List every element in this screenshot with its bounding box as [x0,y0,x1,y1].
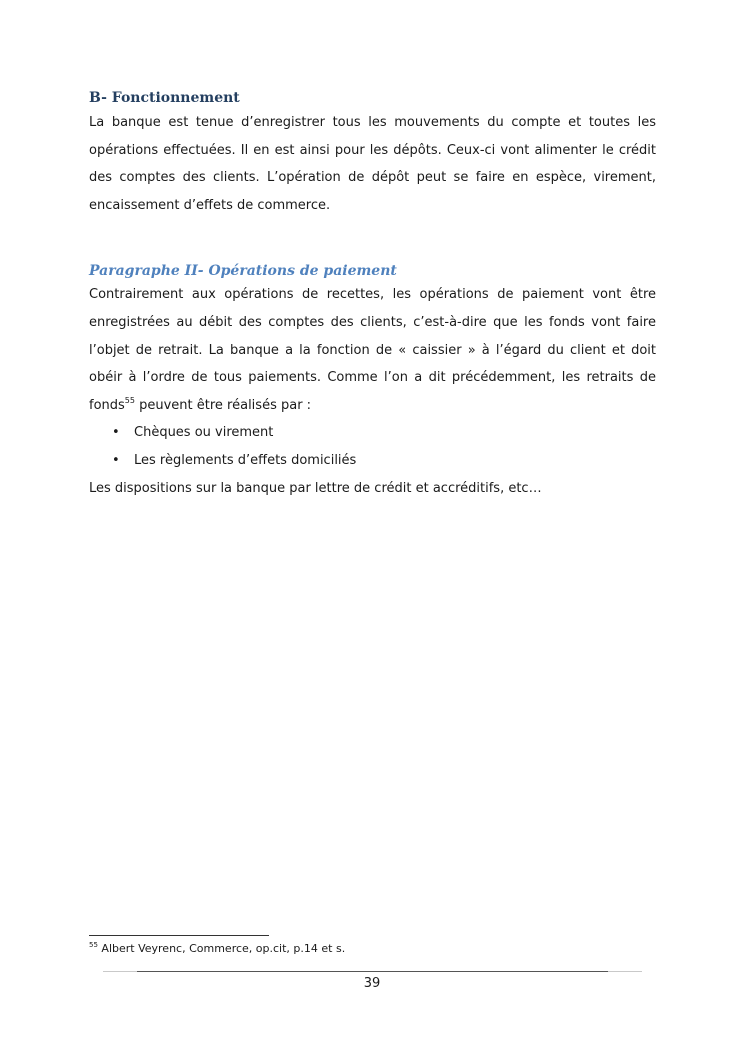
section-heading: B- Fonctionnement [89,90,240,106]
footnote-text: Albert Veyrenc, Commerce, op.cit, p.14 et s. [97,942,346,955]
footnote-number: 55 [89,941,98,949]
paragraph-text: Contrairement aux opérations de recettes, les opérations de paiement vont être enregistrées au débit des comptes des clients, c’est-à-dire que les fonds vont faire l’objet de retrait. La banque a la fonction de « caissier » à l’égard du client et doit obéir à l’ordre de tous paiements. Comme l’on a dit précédemment, les retraits de fonds [89,287,656,413]
payment-list [89,419,656,474]
footer-rule [103,971,642,972]
list-item-text: Chèques ou virement [134,425,274,441]
paragraph-text-end: peuvent être réalisés par : [134,397,312,413]
bullet-icon: • [112,452,120,468]
paragraph-heading: Paragraphe II- Opérations de paiement [89,263,397,280]
footnote-separator [89,935,269,936]
bullet-icon: • [112,425,120,441]
section-paragraph: La banque est tenue d’enregistrer tous les mouvements du compte et toutes les opérations effectuées. Il en est ainsi pour les dépôts. Ceux-ci vont alimenter le crédit des comptes des clients. L’opération de dépôt peut se faire en espèce, virement, encaissement d’effets de commerce. [89,115,656,213]
footnote-reference[interactable]: 55 [124,395,135,405]
list-item [89,419,656,447]
paragraph-body [89,281,656,419]
closing-paragraph: Les dispositions sur la banque par lettre de crédit et accréditifs, etc… [89,480,542,496]
footnote [89,941,345,957]
page-content [89,88,656,502]
list-item [89,447,656,475]
list-item-text: Les règlements d’effets domiciliés [134,452,357,468]
page-number: 39 [363,976,381,991]
